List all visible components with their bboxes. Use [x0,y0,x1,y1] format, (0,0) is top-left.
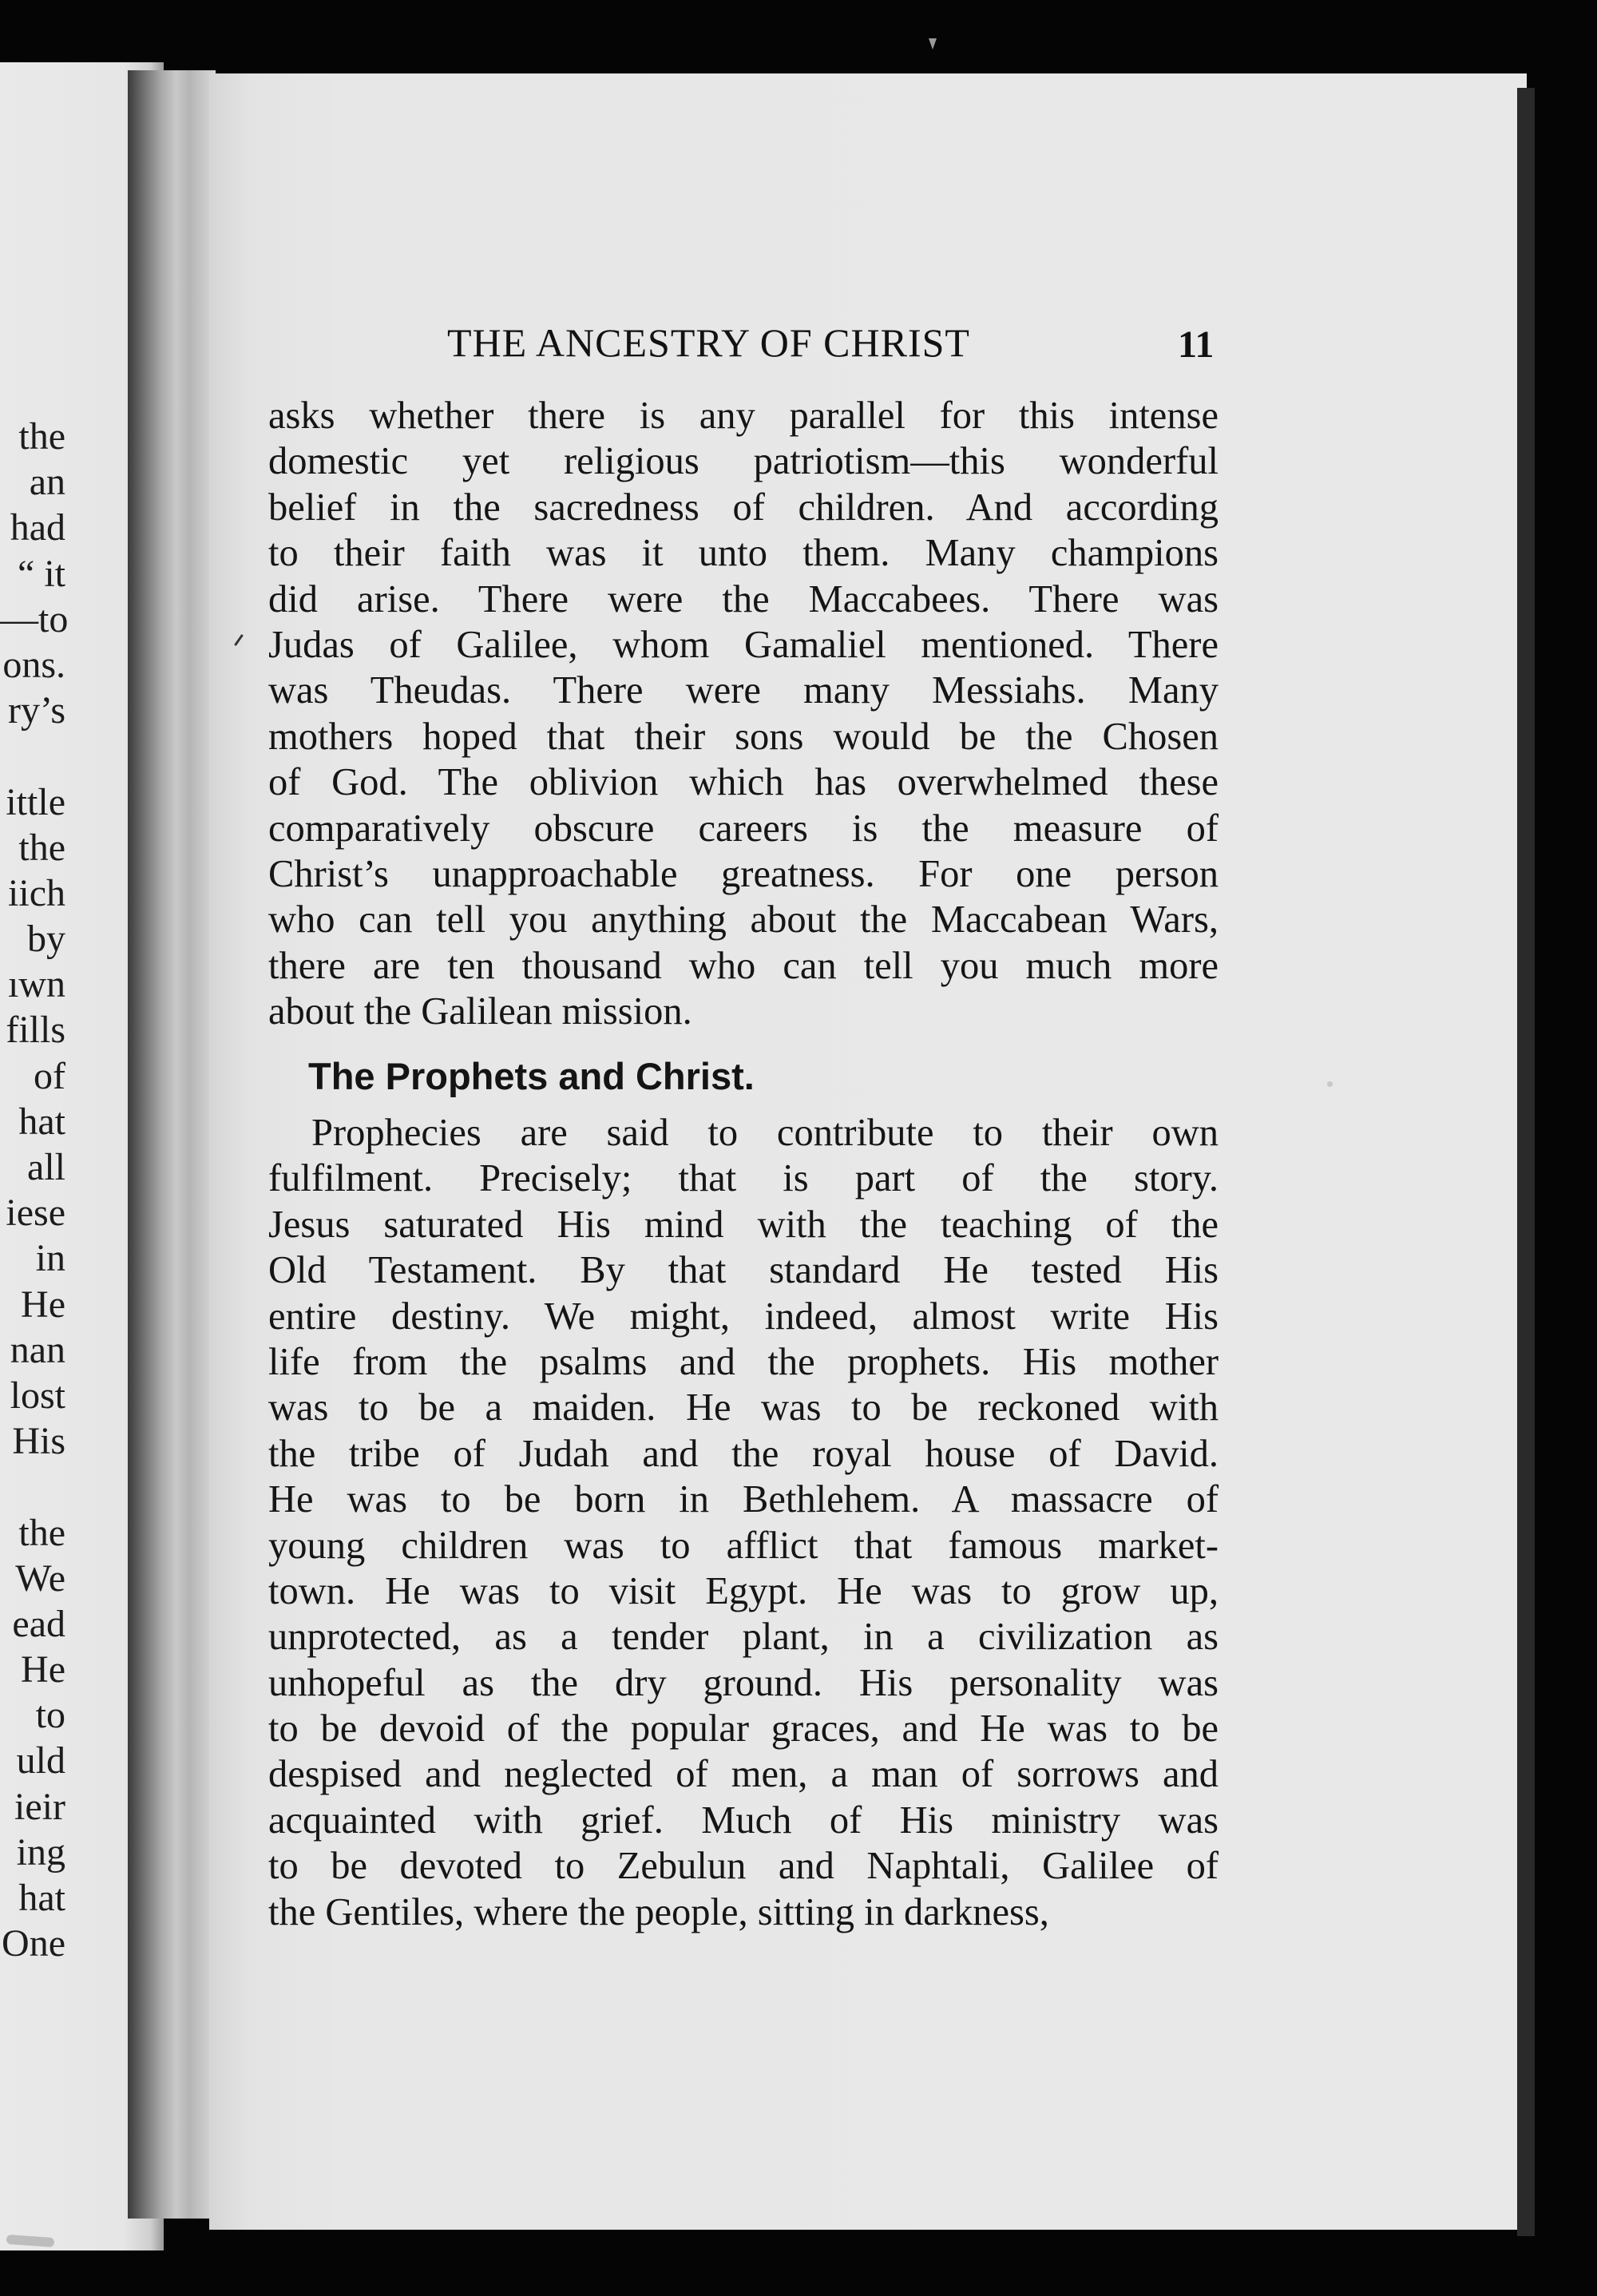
text-line: about the Galilean mission. [268,990,692,1033]
left-page-fragment: the [18,1511,65,1554]
left-page-fragment: ieir [14,1785,65,1828]
text-line: He was to be born in Bethlehem. A massacre of [268,1478,1219,1521]
left-page-fragment: of [34,1054,65,1097]
left-page-fragment: “ it [18,552,65,595]
left-page-fragment: in [35,1237,65,1280]
left-page-fragment: ry’s [8,689,65,732]
text-line: to be devoted to Zebulun and Naphtali, Galilee of [268,1845,1219,1888]
running-head [447,319,1222,366]
left-page-fragment [0,733,65,779]
left-page-fragment: an [29,461,65,504]
left-page-fragment: nan [10,1328,65,1371]
left-page-fragment: fills [6,1009,65,1052]
text-line: despised and neglected of men, a man of sorrows and [268,1753,1219,1796]
left-page-fragment: the [18,826,65,869]
left-page-fragment: hat [18,1877,65,1919]
text-line: Prophecies are said to contribute to their own [311,1112,1219,1154]
section-heading: The Prophets and Christ. [308,1055,755,1097]
text-line: Old Testament. By that standard He tested His [268,1249,1219,1292]
text-line: did arise. There were the Maccabees. There was [268,577,1219,621]
text-line: fulfilment. Precisely; that is part of the story. [268,1157,1219,1200]
text-line: unhopeful as the dry ground. His personality was [268,1661,1219,1704]
left-page-fragment: ıwn [8,963,65,1006]
text-line: young children was to afflict that famous market- [268,1524,1219,1567]
text-line: comparatively obscure careers is the measure of [268,807,1219,850]
text-line: entire destiny. We might, indeed, almost write His [268,1295,1219,1338]
book-gutter-shadow [128,70,216,2219]
text-line: town. He was to visit Egypt. He was to grow up, [268,1569,1219,1612]
text-line: domestic yet religious patriotism—this wonderful [268,440,1219,483]
text-line: mothers hoped that their sons would be the Chosen [268,715,1219,758]
text-line: the Gentiles, where the people, sitting in darkness, [268,1890,1049,1933]
paragraph-2 [268,1110,1219,1935]
text-line: to their faith was it unto them. Many champions [268,532,1219,575]
text-line: Jesus saturated His mind with the teaching of the [268,1203,1219,1246]
left-page-fragment: all [27,1146,65,1188]
left-page-fragment: had [10,506,65,549]
left-page-fragment: lost [10,1374,65,1417]
page-edge [1517,88,1535,2236]
left-page-fragment: We [15,1556,65,1600]
left-page-fragment: —to [0,597,69,640]
text-line: life from the psalms and the prophets. His mother [268,1340,1219,1383]
left-page-fragment: uld [16,1739,65,1782]
text-line: of God. The oblivion which has overwhelmed these [268,761,1219,804]
text-line: to be devoid of the popular graces, and He was to be [268,1707,1219,1751]
left-page-fragment [0,1464,65,1509]
text-line: unprotected, as a tender plant, in a civilization as [268,1616,1219,1659]
left-page-fragment: hat [18,1100,65,1143]
left-page-fragment: iese [6,1192,65,1235]
left-page-text-fragments [0,414,69,1966]
left-page-fragment: ing [16,1830,65,1874]
left-page-fragment: the [18,415,65,458]
text-line: Judas of Galilee, whom Gamaliel mentioned. There [268,623,1219,666]
text-line: belief in the sacredness of children. And according [268,486,1219,529]
speck-dot [1327,1081,1333,1087]
text-line: was to be a maiden. He was to be reckoned with [268,1386,1219,1430]
text-line: Christ’s unapproachable greatness. For one person [268,852,1219,895]
text-line: acquainted with grief. Much of His ministry was [268,1798,1219,1842]
left-page-fragment: He [21,1283,65,1326]
page-number: 11 [1178,323,1215,366]
left-page-fragment: He [21,1648,65,1691]
left-page-fragment: ead [12,1602,65,1645]
left-page-fragment: iich [8,871,65,914]
left-page-fragment: ons. [2,643,65,686]
left-page-fragment: His [12,1420,65,1463]
left-page-fragment: One [2,1922,65,1965]
text-line: the tribe of Judah and the royal house of David. [268,1432,1219,1475]
left-page-fragment: ittle [6,780,65,823]
left-page-fragment: to [35,1694,65,1737]
text-line: there are ten thousand who can tell you much more [268,944,1219,987]
text-line: who can tell you anything about the Maccabean Wars, [268,898,1219,942]
scan-artifact-mark [929,38,937,50]
text-line: was Theudas. There were many Messiahs. Many [268,669,1219,712]
left-page-fragment: by [27,918,65,961]
running-head-title: THE ANCESTRY OF CHRIST [447,320,970,365]
paragraph-1 [268,393,1219,1034]
text-line: asks whether there is any parallel for this intense [268,395,1219,437]
